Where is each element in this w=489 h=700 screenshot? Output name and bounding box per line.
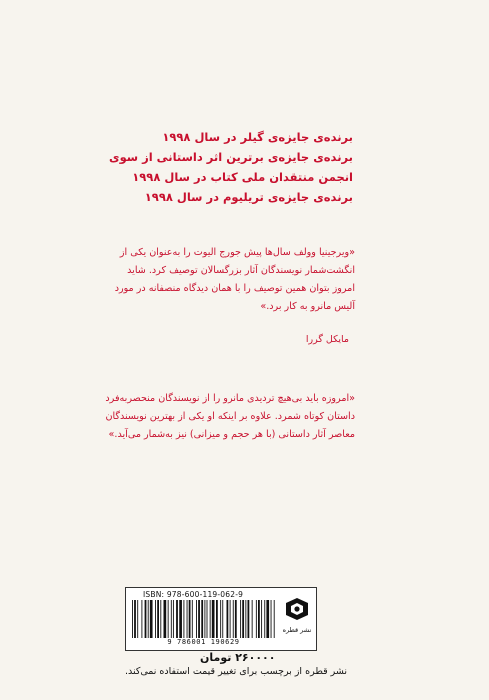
award-line: برنده‌ی جایزه‌ی گیلر در سال ۱۹۹۸ <box>162 130 353 144</box>
price: ۲۶۰۰۰۰ تومان <box>200 651 276 664</box>
review-quote-2 <box>63 390 355 444</box>
quote-line: داستان کوتاه شمرد. علاوه بر اینکه او یکی از بهترین نویسندگان <box>105 411 355 422</box>
award-line: برنده‌ی جایزه‌ی برترین اثر داستانی از سوی <box>109 150 353 164</box>
quote-author: مایکل گررا <box>305 334 349 345</box>
quote-line: آلیس مانرو به کار برد.» <box>260 301 355 312</box>
review-quote-1 <box>63 244 355 316</box>
isbn-text: ISBN: 978-600-119-062-9 <box>143 590 244 599</box>
publisher-name: نشر قطره <box>282 626 312 634</box>
quote-line: انگشت‌شمار نویسندگان آثار بزرگسالان توصیف کرد. شاید <box>127 265 355 276</box>
quote-line: «امروزه باید بی‌هیچ تردیدی مانرو را از نویسندگان منحصربه‌فرد <box>105 393 355 404</box>
quote-line: «ویرجینیا وولف سال‌ها پیش جورج الیوت را به‌عنوان یکی از <box>119 247 355 258</box>
quote-line: امروز بتوان همین توصیف را با همان دیدگاه منصفانه در مورد <box>114 283 355 294</box>
barcode-bars <box>131 600 276 638</box>
award-line: انجمن منتقدان ملی کتاب در سال ۱۹۹۸ <box>132 170 353 184</box>
awards-block <box>103 127 353 207</box>
award-line: برنده‌ی جایزه‌ی تریلیوم در سال ۱۹۹۸ <box>144 190 353 204</box>
quote-line: معاصر آثار داستانی (با هر حجم و میزانی) نیز به‌شمار می‌آید.» <box>108 429 355 440</box>
price-notice: نشر قطره از برچسب برای تغییر قیمت استفاده نمی‌کند. <box>124 666 348 677</box>
publisher-logo-icon <box>284 597 310 621</box>
barcode-digits: 9 786001 190629 <box>167 638 240 646</box>
